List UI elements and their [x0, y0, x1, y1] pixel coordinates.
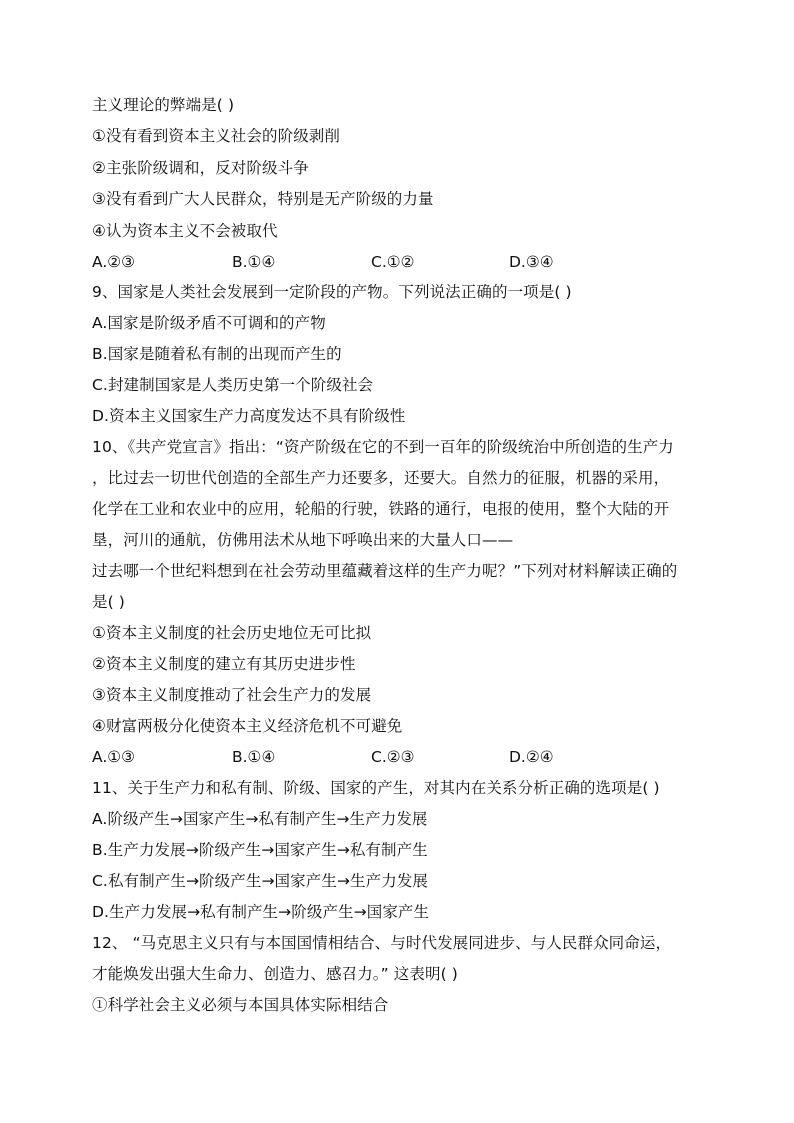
q10-option-c: C.②③	[371, 748, 415, 766]
q10-statement-1: ①资本主义制度的社会历史地位无可比拟	[92, 624, 372, 642]
q10-statement-2: ②资本主义制度的建立有其历史进步性	[92, 655, 356, 673]
q8-statement-2: ②主张阶级调和，反对阶级斗争	[92, 159, 309, 177]
q8-statement-4: ④认为资本主义不会被取代	[92, 222, 278, 240]
q10-stem-line-2: ，比过去一切世代创造的全部生产力还要多，还要大。自然力的征服，机器的采用，	[92, 469, 670, 487]
q11-option-c: C.私有制产生→阶级产生→国家产生→生产力发展	[92, 872, 429, 890]
q10-option-a: A.①③	[92, 748, 136, 766]
q9-option-d: D.资本主义国家生产力高度发达不具有阶级性	[92, 407, 406, 425]
q10-stem-line-5: 过去哪一个世纪料想到在社会劳动里蕴藏着这样的生产力呢？”下列对材料解读正确的	[92, 562, 678, 580]
q10-statement-3: ③资本主义制度推动了社会生产力的发展	[92, 686, 372, 704]
q11-option-b: B.生产力发展→阶级产生→国家产生→私有制产生	[92, 841, 428, 859]
q8-statement-1: ①没有看到资本主义社会的阶级剥削	[92, 127, 340, 145]
q9-option-a: A.国家是阶级矛盾不可调和的产物	[92, 314, 326, 332]
q10-stem-line-1: 10、《共产党宣言》指出：“资产阶级在它的不到一百年的阶级统治中所创造的生产力	[92, 438, 674, 456]
q10-option-d: D.②④	[509, 748, 554, 766]
q11-option-a: A.阶级产生→国家产生→私有制产生→生产力发展	[92, 810, 428, 828]
q10-stem-line-4: 垦，河川的通航，仿佛用法术从地下呼唤出来的大量人口——	[92, 531, 514, 549]
q8-option-d: D.③④	[509, 253, 554, 271]
q9-option-b: B.国家是随着私有制的出现而产生的	[92, 345, 342, 363]
q10-stem-line-6: 是( )	[92, 593, 125, 611]
q10-option-b: B.①④	[232, 748, 276, 766]
q11-option-d: D.生产力发展→私有制产生→阶级产生→国家产生	[92, 903, 430, 921]
q8-stem-tail: 主义理论的弊端是( )	[92, 96, 235, 114]
q8-option-b: B.①④	[232, 253, 276, 271]
q9-stem: 9、国家是人类社会发展到一定阶段的产物。下列说法正确的一项是( )	[92, 283, 572, 301]
q12-stem-line-2: 才能焕发出强大生命力、创造力、感召力。” 这表明( )	[92, 965, 458, 983]
q10-statement-4: ④财富两极分化使资本主义经济危机不可避免	[92, 717, 403, 735]
q9-option-c: C.封建制国家是人类历史第一个阶级社会	[92, 376, 374, 394]
q10-stem-line-3: 化学在工业和农业中的应用，轮船的行驶，铁路的通行，电报的使用，整个大陆的开	[92, 500, 670, 518]
q12-stem-line-1: 12、 “马克思主义只有与本国国情相结合、与时代发展同进步、与人民群众同命运，	[92, 934, 672, 952]
q11-stem: 11、关于生产力和私有制、阶级、国家的产生，对其内在关系分析正确的选项是( )	[92, 779, 660, 797]
q12-statement-1: ①科学社会主义必须与本国具体实际相结合	[92, 996, 389, 1014]
q8-option-c: C.①②	[371, 253, 415, 271]
q8-option-a: A.②③	[92, 253, 136, 271]
q8-statement-3: ③没有看到广大人民群众，特别是无产阶级的力量	[92, 190, 434, 208]
